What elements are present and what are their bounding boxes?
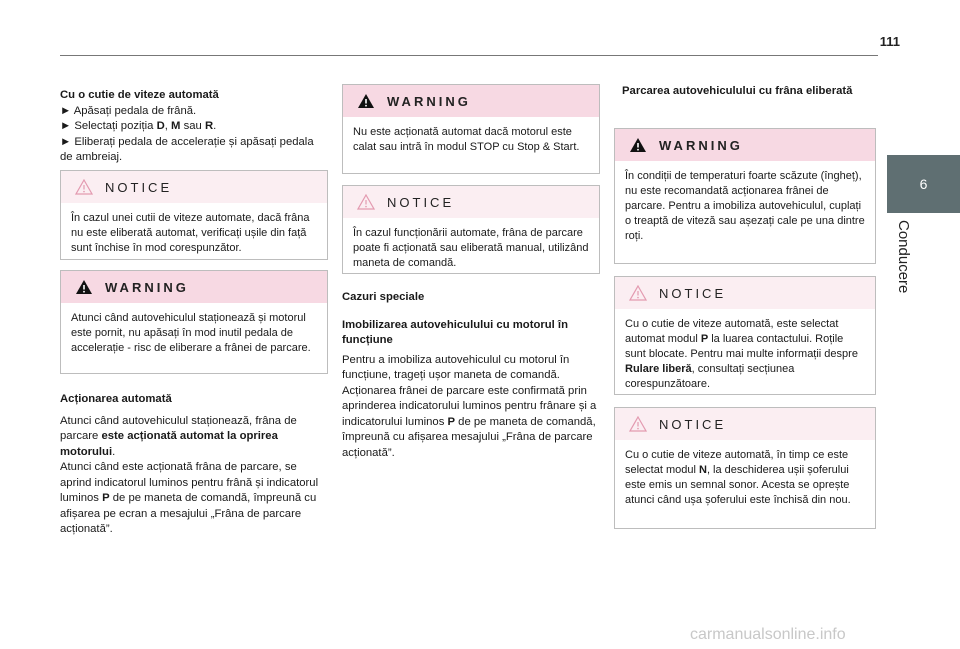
notice-box-4 — [614, 407, 876, 529]
sub-para: Pentru a imobiliza autovehiculul cu motorul în funcțiune, trageți ușor maneta de comandă. Acționarea frânei de parcare este confirmată prin aprinderea indicatorului luminos pentru frânare și a indicatorului luminos P de pe maneta de comandă, împreună cu afișarea mesajului „Frâna de parcare acționată”. — [342, 353, 597, 459]
watermark: carmanualsonline.info — [690, 626, 846, 643]
step-1: ► Apăsați pedala de frână. — [60, 104, 197, 117]
caution-outline-icon — [629, 285, 647, 301]
page-number: 111 — [879, 34, 900, 49]
sub-title: Imobilizarea autovehiculului cu motorul în funcțiune — [342, 318, 568, 346]
warning-box-2 — [342, 84, 600, 174]
notice-title: NOTICE — [659, 285, 727, 301]
column-2-section — [342, 290, 604, 461]
notice-box-2 — [342, 185, 600, 274]
intro-title: Cu o cutie de viteze automată — [60, 89, 219, 101]
notice-text: În cazul funcționării automate, frâna de parcare poate fi acționată sau eliberată manual, utilizând maneta de comandă. — [353, 227, 589, 269]
main-title: Cazuri speciale — [342, 291, 425, 303]
warning-title: WARNING — [105, 279, 189, 295]
warning-triangle-icon — [629, 137, 647, 153]
section-title: Acționarea automată — [60, 393, 172, 405]
warning-title: WARNING — [659, 137, 743, 153]
notice-title: NOTICE — [105, 179, 173, 195]
column-1-section — [60, 392, 328, 538]
top-rule — [60, 55, 878, 56]
notice-title: NOTICE — [387, 194, 455, 210]
warning-text: Nu este acționată automat dacă motorul este calat sau intră în modul STOP cu Stop & Start. — [353, 126, 580, 153]
warning-box-1 — [60, 270, 328, 374]
notice-header — [343, 186, 599, 218]
warning-header — [343, 85, 599, 117]
column-3-heading — [622, 84, 872, 100]
step-3: ► Eliberați pedala de accelerație și apăsați pedala de ambreiaj. — [60, 135, 314, 163]
warning-header — [615, 129, 875, 161]
notice-text: În cazul unei cutii de viteze automate, dacă frâna nu este eliberată automat, verificați ușile din față sunt închise în mod corespunzător. — [71, 212, 310, 254]
caution-outline-icon — [357, 194, 375, 210]
chapter-number: 6 — [919, 176, 928, 192]
section-title: Parcarea autovehiculului cu frâna eliberată — [622, 85, 853, 97]
notice-header — [615, 277, 875, 309]
notice-text: Cu o cutie de viteze automată, în timp ce este selectat modul N, la deschiderea ușii șoferului este emis un semnal sonor. Acesta se oprește atunci când ușa șoferului este închisă din nou. — [625, 449, 851, 506]
warning-text: În condiții de temperaturi foarte scăzute (îngheț), nu este recomandată acționarea frânei de parcare. Pentru a imobiliza autovehiculul, cuplați o treaptă de viteză sau așezați cale pe una dintre roți. — [625, 170, 865, 242]
warning-text: Atunci când autovehiculul staționează și motorul este pornit, nu apăsați în mod inutil pedala de accelerație - risc de eliberare a frânei de parcare. — [71, 312, 311, 354]
step-2: ► Selectați poziția D, M sau R. — [60, 120, 217, 132]
section-para-2: Atunci când este acționată frâna de parcare, se aprind indicatorul luminos pentru frână și indicatorul luminos P de pe maneta de comandă, împreună cu afișarea pe ecran a mesajului „Frâna de parcare acționată”. — [60, 461, 319, 535]
warning-title: WARNING — [387, 93, 471, 109]
warning-triangle-icon — [357, 93, 375, 109]
caution-outline-icon — [629, 416, 647, 432]
warning-header — [61, 271, 327, 303]
caution-outline-icon — [75, 179, 93, 195]
notice-title: NOTICE — [659, 416, 727, 432]
notice-header — [61, 171, 327, 203]
chapter-label: Conducere — [895, 220, 912, 294]
notice-box-1 — [60, 170, 328, 260]
warning-triangle-icon — [75, 279, 93, 295]
chapter-tab[interactable] — [887, 155, 960, 213]
warning-box-3 — [614, 128, 876, 264]
notice-header — [615, 408, 875, 440]
column-1 — [60, 88, 328, 166]
notice-box-3 — [614, 276, 876, 395]
section-para-1: Atunci când autovehiculul staționează, frâna de parcare este acționată automat la oprirea motorului. — [60, 414, 297, 458]
notice-text: Cu o cutie de viteze automată, este selectat automat modul P la luarea contactului. Roțile sunt blocate. Pentru mai multe informații despre Rulare liberă, consultați secțiunea corespunzătoare. — [625, 318, 858, 390]
